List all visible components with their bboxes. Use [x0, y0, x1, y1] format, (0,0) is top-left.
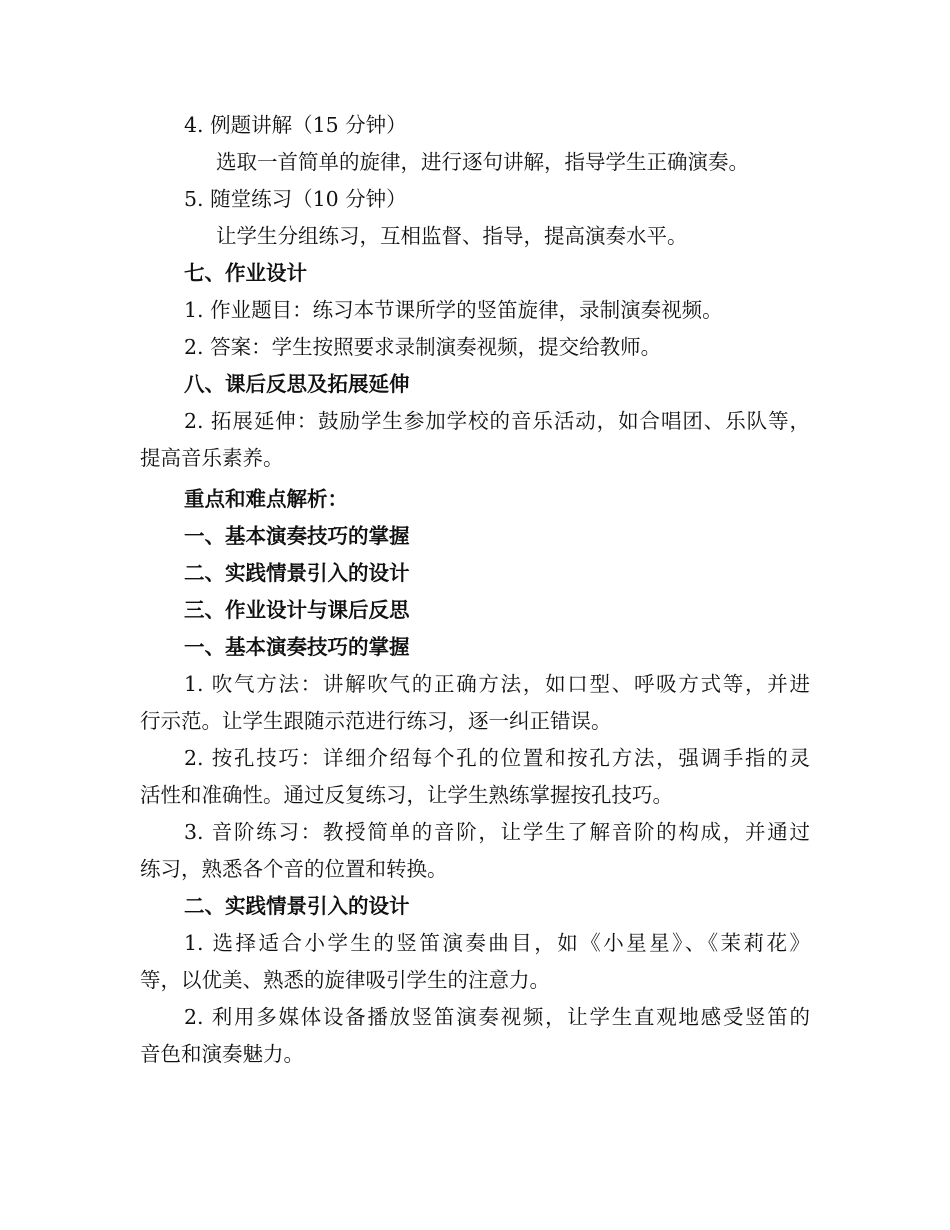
- paragraph-continuation: 等，以优美、熟悉的旋律吸引学生的注意力。: [140, 968, 550, 992]
- document-body: [140, 107, 810, 1073]
- paragraph-continuation: 行示范。让学生跟随示范进行练习，逐一纠正错误。: [140, 709, 612, 733]
- paragraph-continuation: 提高音乐素养。: [140, 446, 284, 470]
- item-description: 让学生分组练习，互相监督、指导，提高演奏水平。: [216, 224, 688, 248]
- paragraph-line: 2. 拓展延伸：鼓励学生参加学校的音乐活动，如合唱团、乐队等，: [184, 409, 810, 433]
- analysis-title: 重点和难点解析：: [184, 487, 348, 511]
- paragraph-line: 1. 吹气方法：讲解吹气的正确方法，如口型、呼吸方式等，并进: [184, 672, 810, 696]
- item-description: 选取一首简单的旋律，进行逐句讲解，指导学生正确演奏。: [216, 150, 749, 174]
- list-item: 5. 随堂练习（10 分钟）: [184, 187, 407, 211]
- section-heading: 八、课后反思及拓展延伸: [184, 372, 410, 396]
- paragraph-line: 2. 利用多媒体设备播放竖笛演奏视频，让学生直观地感受竖笛的: [184, 1005, 810, 1029]
- section-heading: 一、基本演奏技巧的掌握: [184, 635, 410, 659]
- paragraph-continuation: 音色和演奏魅力。: [140, 1042, 304, 1066]
- list-item: 2. 答案：学生按照要求录制演奏视频，提交给教师。: [184, 335, 662, 359]
- paragraph-continuation: 活性和准确性。通过反复练习，让学生熟练掌握按孔技巧。: [140, 783, 673, 807]
- paragraph-line: 1. 选择适合小学生的竖笛演奏曲目，如《小星星》、《茉莉花》: [184, 931, 810, 955]
- paragraph-line: 2. 按孔技巧：详细介绍每个孔的位置和按孔方法，强调手指的灵: [184, 746, 810, 770]
- section-heading: 二、实践情景引入的设计: [184, 561, 410, 585]
- section-heading: 三、作业设计与课后反思: [184, 598, 410, 622]
- paragraph-continuation: 练习，熟悉各个音的位置和转换。: [140, 857, 448, 881]
- list-item: 1. 作业题目：练习本节课所学的竖笛旋律，录制演奏视频。: [184, 298, 723, 322]
- section-heading: 一、基本演奏技巧的掌握: [184, 524, 410, 548]
- section-heading: 二、实践情景引入的设计: [184, 894, 410, 918]
- paragraph-line: 3. 音阶练习：教授简单的音阶，让学生了解音阶的构成，并通过: [184, 820, 810, 844]
- list-item: 4. 例题讲解（15 分钟）: [184, 113, 407, 137]
- section-heading: 七、作业设计: [184, 261, 307, 285]
